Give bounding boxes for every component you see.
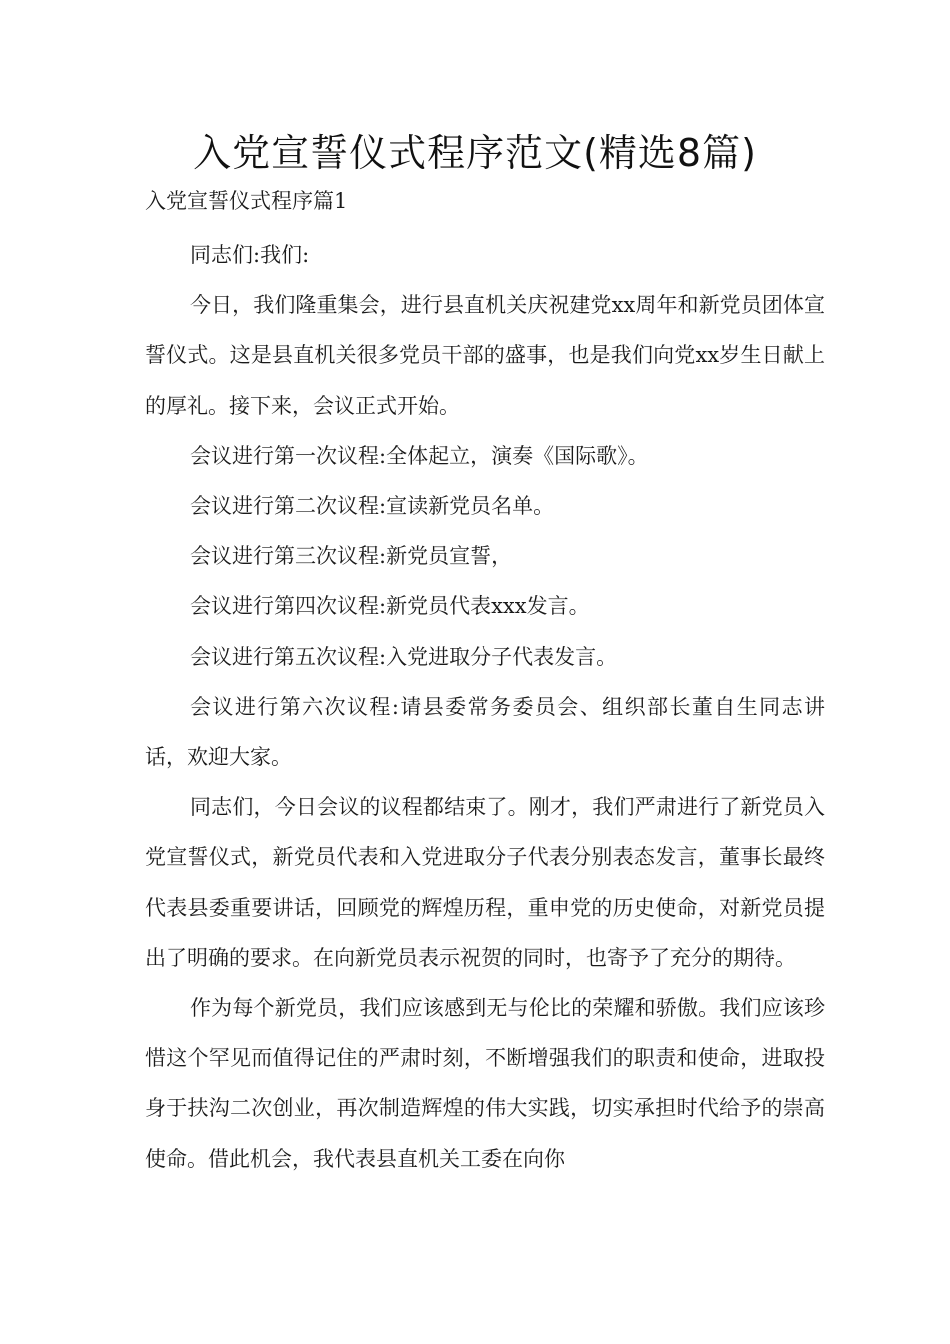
- document-title: 入党宣誓仪式程序范文(精选8篇): [193, 131, 757, 175]
- paragraph-closing: 作为每个新党员，我们应该感到无与伦比的荣耀和骄傲。我们应该珍惜这个罕见而值得记住的严肃时刻，不断增强我们的职责和使命，进取投身于扶沟二次创业，再次制造辉煌的伟大实践，切实承担时代给予的崇高使命。借此机会，我代表县直机关工委在向你: [145, 996, 825, 1171]
- document-body: [145, 230, 825, 1184]
- paragraph-agenda-6: 会议进行第六次议程:请县委常务委员会、组织部长董自生同志讲话，欢迎大家。: [145, 694, 825, 770]
- paragraph-agenda-1: 会议进行第一次议程:全体起立，演奏《国际歌》。: [190, 443, 649, 468]
- paragraph-agenda-3: 会议进行第三次议程:新党员宣誓，: [190, 544, 513, 569]
- paragraph-greeting: 同志们:我们:: [190, 243, 310, 267]
- paragraph-opening: 今日，我们隆重集会，进行县直机关庆祝建党xx周年和新党员团体宣誓仪式。这是县直机关很多党员干部的盛事，也是我们向党xx岁生日献上的厚礼。接下来，会议正式开始。: [145, 293, 825, 418]
- paragraph-agenda-2: 会议进行第二次议程:宣读新党员名单。: [190, 494, 555, 519]
- paragraph-summary: 同志们，今日会议的议程都结束了。刚才，我们严肃进行了新党员入党宣誓仪式，新党员代表和入党进取分子代表分别表态发言，董事长最终代表县委重要讲话，回顾党的辉煌历程，重申党的历史使命，对新党员提出了明确的要求。在向新党员表示祝贺的同时，也寄予了充分的期待。: [145, 795, 825, 970]
- paragraph-agenda-4: 会议进行第四次议程:新党员代表xxx发言。: [190, 594, 590, 619]
- section-heading: 入党宣誓仪式程序篇1: [145, 189, 348, 213]
- paragraph-agenda-5: 会议进行第五次议程:入党进取分子代表发言。: [190, 644, 618, 669]
